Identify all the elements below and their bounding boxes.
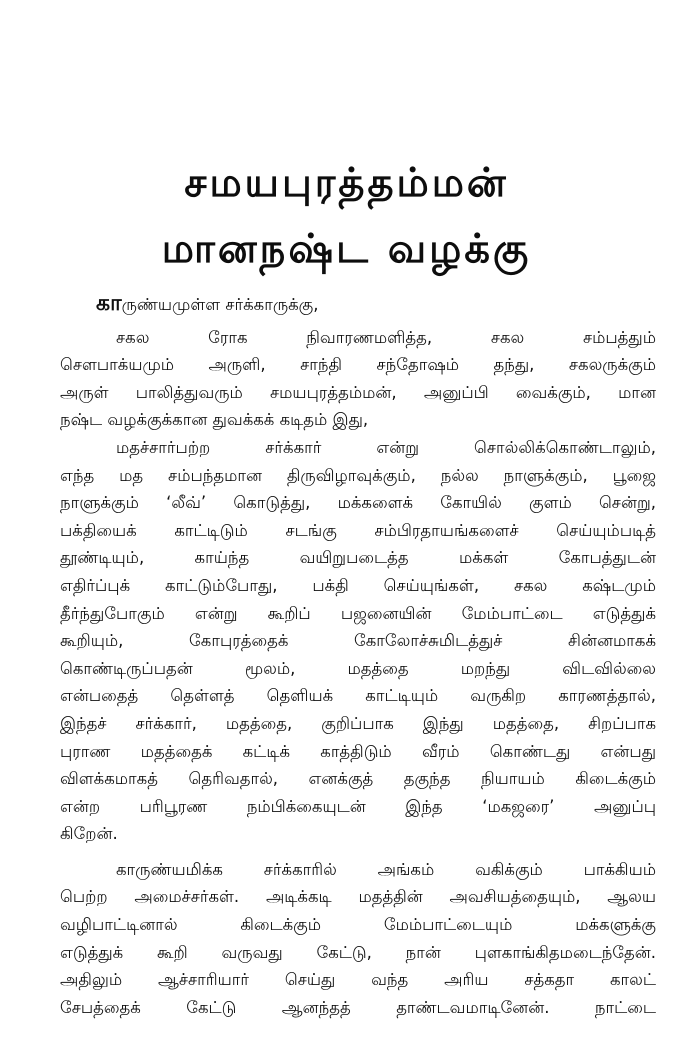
paragraph-line: கிறேன். <box>60 824 118 844</box>
title-block <box>0 150 693 282</box>
salutation-text: ருண்யமுள்ள சர்க்காருக்கு, <box>121 295 319 314</box>
paragraph-line: என்ற பரிபூரண நம்பிக்கையுடன் இந்த ‘மகஜரை’ அனுப்பு <box>60 796 656 816</box>
paragraph-line: புராண மதத்தைக் கட்டிக் காத்திடும் வீரம் கொண்டது என்பது <box>60 741 656 761</box>
paragraph-line: கொண்டிருப்பதன் மூலம், மதத்தை மறந்து விடவில்லை <box>60 658 656 678</box>
paragraph-line: கூறியும், கோபுரத்தைக் கோலோச்சுமிடத்துச் சின்னமாகக் <box>60 631 656 651</box>
page-title-line-2: மானநஷ்ட வழக்கு <box>161 226 532 272</box>
paragraph-line: நாளுக்கும் ‘லீவ்’ கொடுத்து, மக்களைக் கோயில் குளம் சென்று, <box>60 493 656 513</box>
paragraph-1 <box>60 324 656 434</box>
letter-body <box>60 290 656 1021</box>
paragraph-3 <box>60 856 656 1022</box>
paragraph-line: எடுத்துக் கூறி வருவது கேட்டு, நான் புளகாங்கிதமடைந்தேன். <box>60 942 656 962</box>
paragraph-line: பெற்ற அமைச்சர்கள். அடிக்கடி மதத்தின் அவசியத்தையும், ஆலய <box>60 887 656 907</box>
paragraph-line: சகல ரோக நிவாரணமளித்த, சகல சம்பத்தும் <box>116 327 656 347</box>
paragraph-2 <box>60 434 656 848</box>
paragraph-line: எதிர்ப்புக் காட்டும்போது, பக்தி செய்யுங்கள், சகல கஷ்டமும் <box>60 575 656 595</box>
paragraph-line: என்பதைத் தெள்ளத் தெளியக் காட்டியும் வருகிற காரணத்தால், <box>60 686 656 706</box>
paragraph-line: சௌபாக்யமும் அருளி, சாந்தி சந்தோஷம் தந்து, சகலருக்கும் <box>60 355 656 375</box>
paragraph-line: அதிலும் ஆச்சாரியார் செய்து வந்த அரிய சத்கதா காலட் <box>60 970 656 990</box>
paragraph-line: அருள் பாலித்துவரும் சமயபுரத்தம்மன், அனுப்பி வைக்கும், மான <box>60 382 656 402</box>
paragraph-line: விளக்கமாகத் தெரிவதால், எனக்குத் தகுந்த நியாயம் கிடைக்கும் <box>60 769 656 789</box>
paragraph-line: தூண்டியும், காய்ந்த வயிறுபடைத்த மக்கள் கோபத்துடன் <box>60 548 656 568</box>
page-title-line-1: சமயபுரத்தம்மன் <box>184 160 509 206</box>
paragraph-line: எந்த மத சம்பந்தமான திருவிழாவுக்கும், நல்ல நாளுக்கும், பூஜை <box>60 465 656 485</box>
paragraph-gap <box>60 848 656 856</box>
paragraph-line: பக்தியைக் காட்டிடும் சடங்கு சம்பிரதாயங்களைச் செய்யும்படித் <box>60 520 656 540</box>
paragraph-line: தீர்ந்துபோகும் என்று கூறிப் பஜனையின் மேம்பாட்டை எடுத்துக் <box>60 603 656 623</box>
paragraph-line: நஷ்ட வழக்குக்கான துவக்கக் கடிதம் இது, <box>60 410 369 430</box>
salutation-dropcap: கா <box>96 291 122 316</box>
paragraph-line: சேபத்தைக் கேட்டு ஆனந்தத் தாண்டவமாடினேன். நாட்டை <box>60 997 656 1017</box>
paragraph-line: காருண்யமிக்க சர்க்காரில் அங்கம் வகிக்கும் பாக்கியம் <box>116 859 656 879</box>
paragraph-line: மதச்சார்பற்ற சர்க்கார் என்று சொல்லிக்கொண்டாலும், <box>116 437 656 457</box>
paragraph-line: இந்தச் சர்க்கார், மதத்தை, குறிப்பாக இந்து மதத்தை, சிறப்பாக <box>60 713 656 733</box>
paragraph-line: வழிபாட்டினால் கிடைக்கும் மேம்பாட்டையும் மக்களுக்கு <box>60 915 656 935</box>
salutation <box>60 290 656 318</box>
